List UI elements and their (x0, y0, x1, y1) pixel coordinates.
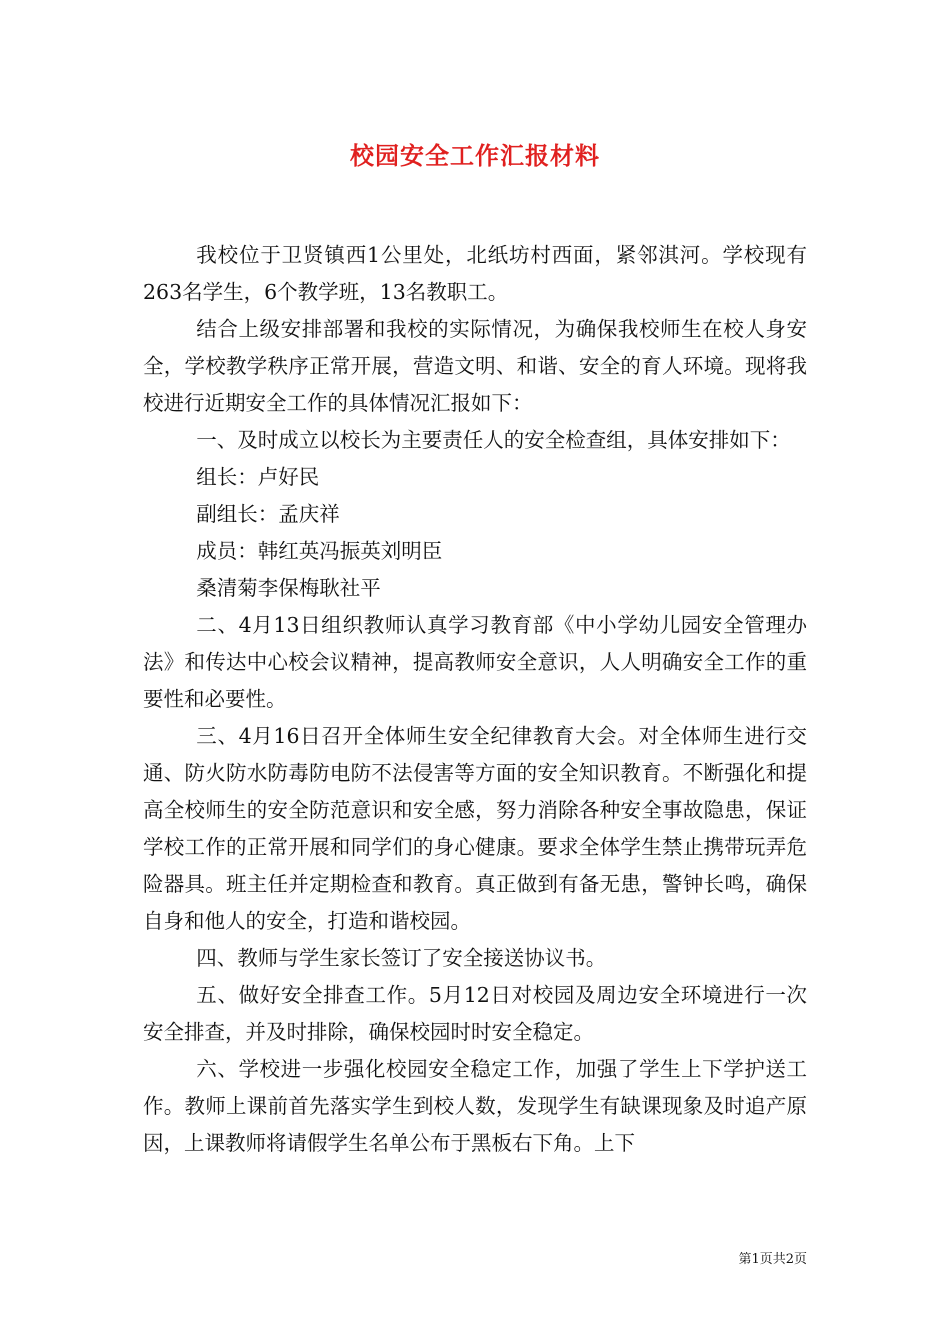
group-members-line1: 成员：韩红英冯振英刘明臣 (196, 539, 443, 563)
group-members-line2: 桑清菊李保梅耿社平 (196, 576, 381, 600)
paragraph-section-four: 四、教师与学生家长签订了安全接送协议书。 (196, 946, 607, 970)
paragraph-section-two: 二、4月13日组织教师认真学习教育部《中小学幼儿园安全管理办法》和传达中心校会议精神，提高教师安全意识，人人明确安全工作的重要性和必要性。 (143, 613, 807, 711)
paragraph-section-five: 五、做好安全排查工作。5月12日对校园及周边安全环境进行一次安全排查，并及时排除，确保校园时时安全稳定。 (143, 983, 807, 1044)
group-leader: 组长：卢好民 (196, 465, 320, 489)
document-body (143, 237, 807, 1162)
page-number-footer: 第1页共2页 (738, 1252, 807, 1267)
paragraph-purpose: 结合上级安排部署和我校的实际情况，为确保我校师生在校人身安全，学校教学秩序正常开展，营造文明、和谐、安全的育人环境。现将我校进行近期安全工作的具体情况汇报如下： (143, 317, 807, 415)
paragraph-school-intro: 我校位于卫贤镇西1公里处，北纸坊村西面，紧邻淇河。学校现有263名学生，6个教学班，13名教职工。 (143, 243, 807, 304)
document-title: 校园安全工作汇报材料 (350, 141, 600, 170)
paragraph-section-one: 一、及时成立以校长为主要责任人的安全检查组，具体安排如下： (196, 428, 791, 452)
group-deputy: 副组长：孟庆祥 (196, 502, 340, 526)
paragraph-section-six: 六、学校进一步强化校园安全稳定工作，加强了学生上下学护送工作。教师上课前首先落实学生到校人数，发现学生有缺课现象及时追产原因，上课教师将请假学生名单公布于黑板右下角。上下 (143, 1057, 807, 1155)
paragraph-section-three: 三、4月16日召开全体师生安全纪律教育大会。对全体师生进行交通、防火防水防毒防电防不法侵害等方面的安全知识教育。不断强化和提高全校师生的安全防范意识和安全感，努力消除各种安全事故隐患，保证学校工作的正常开展和同学们的身心健康。要求全体学生禁止携带玩弄危险器具。班主任并定期检查和教育。真正做到有备无患，警钟长鸣，确保自身和他人的安全，打造和谐校园。 (143, 724, 807, 933)
